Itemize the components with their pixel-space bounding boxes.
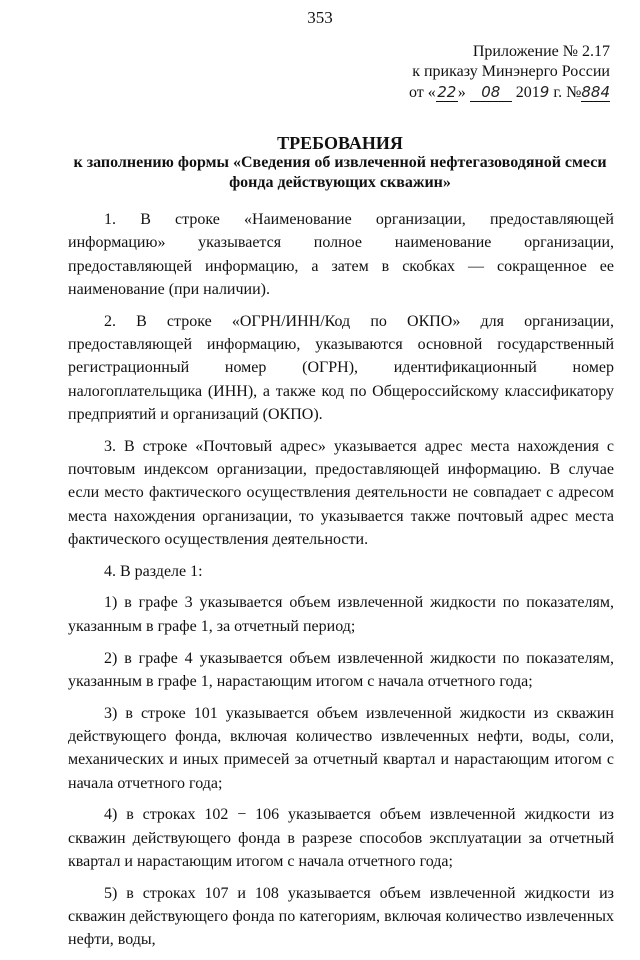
page-number: 353 [307, 8, 333, 27]
title-line-2: к заполнению формы «Сведения об извлеченной нефтегазоводяной смеси [73, 154, 607, 171]
paragraph-4-item-2: 2) в графе 4 указывается объем извлеченной жидкости по показателям, указанным в графе 1, нарастающим итогом с начала отчетного года; [68, 649, 614, 690]
title-line-3: фонда действующих скважин» [229, 174, 451, 191]
appendix-header [404, 42, 610, 103]
paragraph-4-item-4: 4) в строках 102 − 106 указывается объем извлеченной жидкости из скважин действующего фонда в разрезе способов эксплуатации за отчетный квартал и нарастающим итогом с начала отчетного года; [68, 806, 614, 870]
paragraph-4-item-1: 1) в графе 3 указывается объем извлеченной жидкости по показателям, указанным в графе 1, за отчетный период; [68, 594, 614, 635]
appendix-quote-close: » [457, 84, 466, 101]
appendix-date-line [404, 82, 610, 103]
paragraph-1: 1. В строке «Наименование организации, предоставляющей информацию» указывается полное наименование организации, предоставляющей информацию, а затем в скобках — сокращенное ее наименование (при наличии). [68, 211, 614, 298]
appendix-year-prefix: 201 [515, 84, 540, 101]
paragraph-4: 4. В разделе 1: [104, 562, 203, 580]
document-title [40, 133, 640, 193]
paragraph-2: 2. В строке «ОГРН/ИНН/Код по ОКПО» для организации, предоставляющей информацию, указываются основной государственный регистрационный номер (ОГРН), идентификационный номер налогоплательщика (ИНН), а также код по Общероссийскому классификатору предприятий и организаций (ОКПО). [68, 312, 614, 423]
paragraph-4-item-5: 5) в строках 107 и 108 указывается объем извлеченной жидкости из скважин действующего фонда по категориям, включая количество извлеченных нефти, воды, [68, 884, 614, 949]
document-body [68, 208, 614, 960]
appendix-number-label: № [566, 84, 582, 101]
appendix-year-digit: 9 [539, 83, 550, 101]
paragraph-4-item-3: 3) в строке 101 указывается объем извлеченной жидкости из скважин действующего фонда, включая количество извлеченных нефти, воды, соли, механических и иных примесей за отчетный квартал и нарастающим итогом с начала отчетного года; [68, 704, 614, 792]
appendix-year-suffix: г. [553, 84, 563, 101]
appendix-month: 08 [470, 84, 512, 102]
paragraph-3: 3. В строке «Почтовый адрес» указывается адрес места нахождения с почтовым индексом организации, предоставляющей информацию. В случае если место фактического осуществления деятельности не совпадает с адресом места нахождения организации, то указывается также почтовый адрес места фактического осуществления деятельности. [68, 437, 614, 548]
appendix-line-1: Приложение № 2.17 [472, 43, 610, 60]
appendix-day: 22 [437, 83, 457, 101]
appendix-quote-open: « [427, 84, 436, 101]
appendix-line-2: к приказу Минэнерго России [412, 63, 610, 80]
title-main: ТРЕБОВАНИЯ [277, 133, 403, 153]
appendix-from-label: от [409, 84, 424, 101]
appendix-number: 884 [581, 83, 610, 101]
